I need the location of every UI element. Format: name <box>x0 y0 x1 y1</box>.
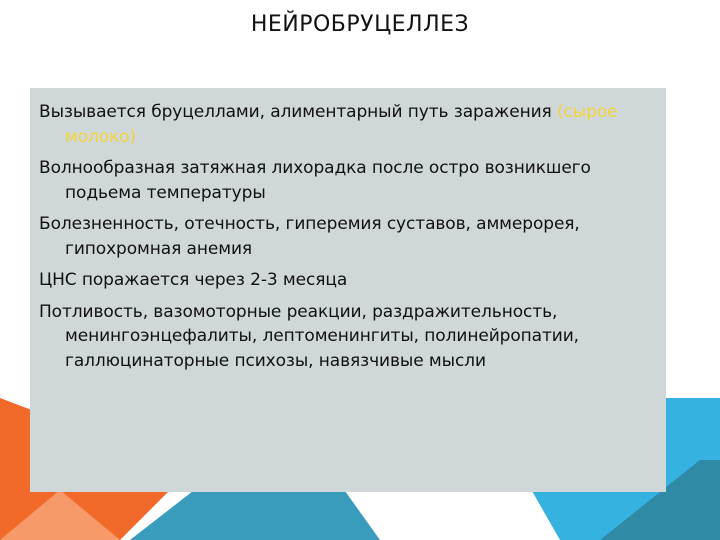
content-box <box>30 88 666 492</box>
bullet-text: Болезненность, отечность, гиперемия суставов, аммерорея, гипохромная анемия <box>39 214 580 259</box>
bullet-item <box>39 268 658 293</box>
bullet-item <box>39 100 658 149</box>
highlighted-text: (сырое молоко) <box>65 102 618 147</box>
bullet-text: Вызывается бруцеллами, алиментарный путь заражения <box>39 102 557 122</box>
bullet-text: ЦНС поражается через 2-3 месяца <box>39 270 348 290</box>
bullet-text: Потливость, вазомоторные реакции, раздражительность, менингоэнцефалиты, лептоменингиты, полинейропатии, галлюцинаторные психозы, навязчивые мысли <box>39 301 579 371</box>
bullet-item <box>39 300 658 374</box>
bullet-text: Волнообразная затяжная лихорадка после остро возникшего подьема температуры <box>39 158 591 203</box>
bullet-item <box>39 212 658 261</box>
page-title: НЕЙРОБРУЦЕЛЛЕЗ <box>250 12 470 37</box>
bullet-item <box>39 156 658 205</box>
